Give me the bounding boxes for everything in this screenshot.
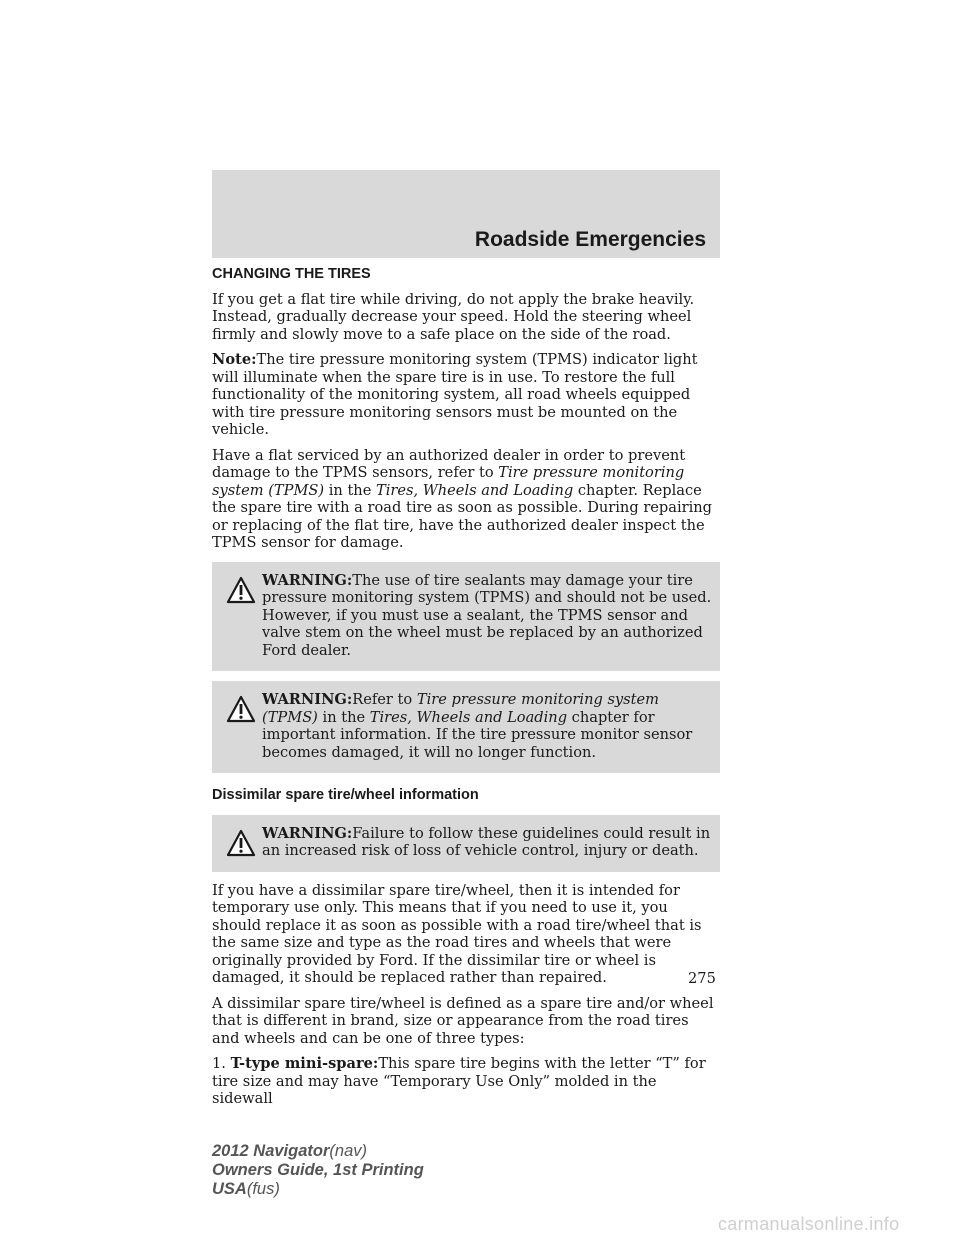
warning-triangle-icon (226, 695, 256, 723)
warning-body-3: chapter for important information. If the tire pressure monitor sensor becomes damaged, it will no longer function. (262, 708, 693, 761)
warning-box-sealant (212, 562, 720, 672)
list-item-text: This spare tire begins with the letter “T” for tire size and may have “Temporary Use Only” molded in the sidewall (212, 1055, 706, 1107)
service-text-3: chapter. Replace the spare tire with a road tire as soon as possible. During repairing or replacing of the flat tire, have the authorized dealer inspect the TPMS sensor for damage. (212, 481, 713, 551)
service-paragraph (212, 447, 720, 552)
footer-line-3 (212, 1180, 424, 1199)
service-ref-chapter: Tires, Wheels and Loading (375, 481, 574, 499)
warning-triangle-icon (226, 829, 256, 857)
watermark: carmanualsonline.info (718, 1214, 900, 1234)
section-title: CHANGING THE TIRES (212, 266, 371, 282)
warning-body-1: Refer to (352, 691, 417, 708)
page-content (212, 266, 720, 1116)
warning-body-2: in the (317, 708, 370, 726)
page-number: 275 (688, 970, 716, 987)
warning-text (218, 572, 714, 660)
warning-box-refer (212, 681, 720, 773)
warning-body: Failure to follow these guidelines could result in an increased risk of loss of vehicle control, injury or death. (262, 824, 711, 859)
service-text-1: Have a flat serviced by an authorized dealer in order to prevent damage to the TPMS sensors, refer to (212, 446, 686, 481)
intro-paragraph: If you get a flat tire while driving, do not apply the brake heavily. Instead, gradually decrease your speed. Hold the steering wheel firmly and slowly move to a safe place on the side of the road. (212, 290, 695, 343)
footer-region: USA (212, 1180, 247, 1198)
list-item-label: T-type mini-spare: (230, 1055, 379, 1072)
warning-ref-tpms: Tire pressure monitoring system (TPMS) (262, 691, 660, 726)
footer-region-code: (fus) (246, 1180, 280, 1198)
dissimilar-paragraph-2: A dissimilar spare tire/wheel is defined as a spare tire and/or wheel that is different in brand, size or appearance from the road tires and wheels and can be one of three types: (212, 994, 714, 1047)
warning-box-guidelines (212, 815, 720, 872)
warning-text (218, 691, 714, 761)
warning-label: WARNING: (262, 571, 353, 589)
note-text: The tire pressure monitoring system (TPMS) indicator light will illuminate when the spare tire is in use. To restore the full functionality of the monitoring system, all road wheels equipped with tire pressure monitoring sensors must be mounted on the vehicle. (212, 351, 698, 438)
footer-model: 2012 Navigator (212, 1142, 330, 1160)
warning-ref-chapter: Tires, Wheels and Loading (369, 708, 568, 726)
list-item-t-type (212, 1055, 720, 1108)
footer-line-2: Owners Guide, 1st Printing (212, 1161, 424, 1179)
warning-text (218, 825, 714, 860)
footer-line-1 (212, 1142, 424, 1161)
service-text-2: in the (324, 481, 376, 499)
note-label: Note: (212, 351, 257, 368)
warning-label: WARNING: (262, 824, 353, 842)
list-item-number: 1. (212, 1055, 231, 1072)
warning-label: WARNING: (262, 691, 353, 708)
warning-body: The use of tire sealants may damage your tire pressure monitoring system (TPMS) and should not be used. However, if you must use a sealant, the TPMS sensor and valve stem on the wheel must be replaced by an authorized Ford dealer. (262, 571, 712, 659)
footer-model-code: (nav) (329, 1142, 367, 1160)
document-footer (212, 1142, 424, 1199)
section-header-title: Roadside Emergencies (474, 228, 706, 251)
warning-triangle-icon (226, 576, 256, 604)
dissimilar-paragraph-1: If you have a dissimilar spare tire/wheel, then it is intended for temporary use only. This means that if you need to use it, you should replace it as soon as possible with a road tire/wheel that is the same size and type as the road tires and wheels that were originally provided by Ford. If the dissimilar tire or wheel is damaged, it should be replaced rather than repaired. (212, 881, 702, 986)
service-ref-tpms: Tire pressure monitoring system (TPMS) (212, 464, 685, 499)
section-header-band (212, 170, 720, 258)
note-paragraph (212, 351, 720, 439)
subsection-title: Dissimilar spare tire/wheel information (212, 787, 479, 803)
